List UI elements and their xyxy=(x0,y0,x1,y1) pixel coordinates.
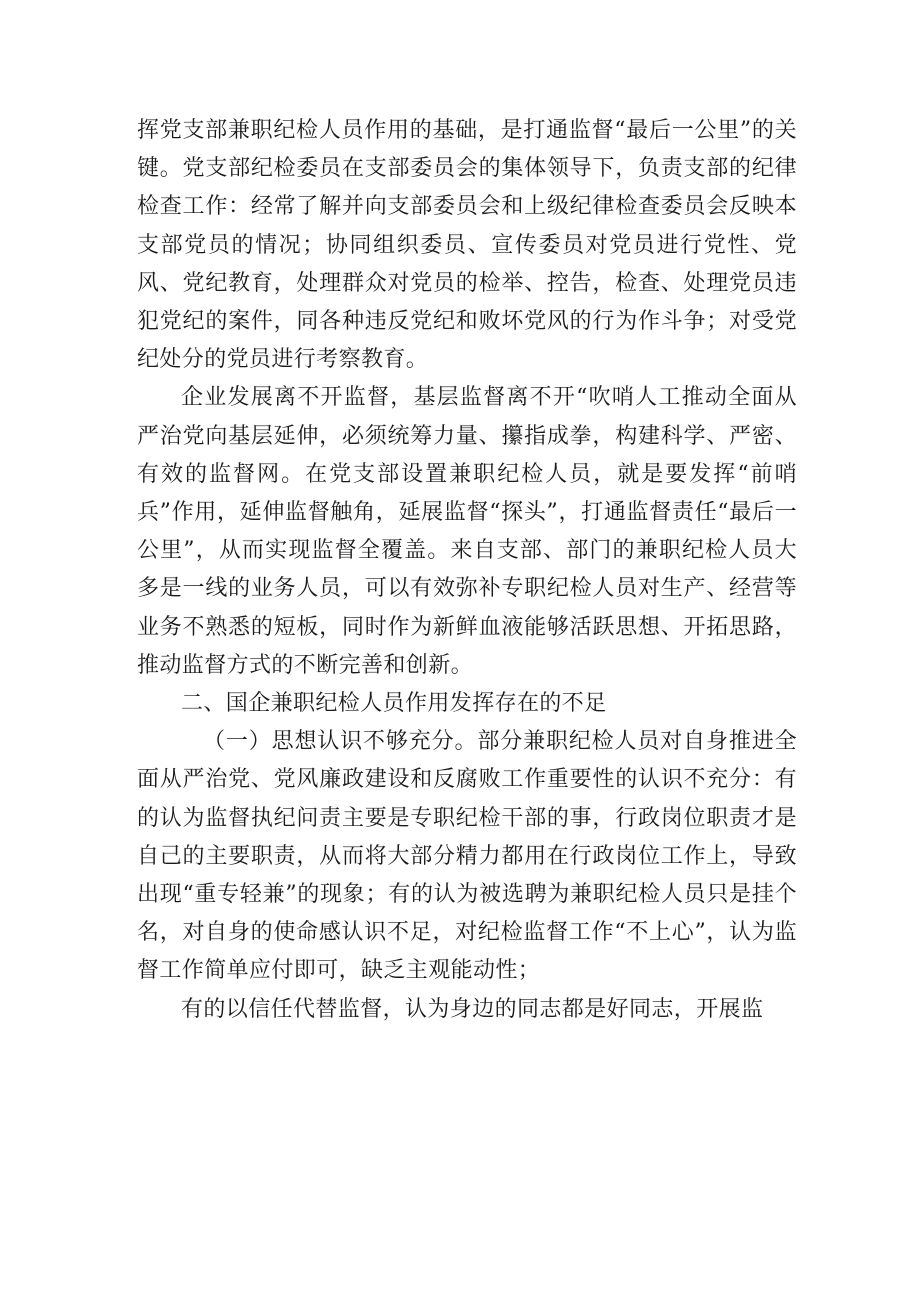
section-heading: 二、国企兼职纪检人员作用发挥存在的不足 xyxy=(181,691,607,717)
paragraph-ideological-awareness: （一）思想认识不够充分。部分兼职纪检人员对自身推进全面从严治党、党风廉政建设和反腐败工作重要性的认识不充分：有的认为监督执纪问责主要是专职纪检干部的事，行政岗位职责才是自己的主要职责，从而将大部分精力都用在行政岗位工作上，导致出现“重专轻兼”的现象；有的认为被选聘为兼职纪检人员只是挂个名，对自身的使命感认识不足，对纪检监督工作“不上心”，认为监督工作简单应付即可，缺乏主观能动性； xyxy=(137,729,797,984)
paragraph-trust-instead-of-supervision: 有的以信任代替监督，认为身边的同志都是好同志，开展监 xyxy=(181,996,764,1022)
paragraph-continuation: 挥党支部兼职纪检人员作用的基础，是打通监督“最后一公里”的关键。党支部纪检委员在支部委员会的集体领导下，负责支部的纪律检查工作：经常了解并向支部委员会和上级纪律检查委员会反映本支部党员的情况；协同组织委员、宣传委员对党员进行党性、党风、党纪教育，处理群众对党员的检举、控告，检查、处理党员违犯党纪的案件，同各种违反党纪和败坏党风的行为作斗争；对受党纪处分的党员进行考察教育。 xyxy=(137,118,797,373)
paragraph-supervision-network: 企业发展离不开监督，基层监督离不开“吹哨人工推动全面从严治党向基层延伸，必须统筹力量、攥指成拳，构建科学、严密、有效的监督网。在党支部设置兼职纪检人员，就是要发挥“前哨兵”作用，延伸监督触角，延展监督“探头”，打通监督责任“最后一公里”，从而实现监督全覆盖。来自支部、部门的兼职纪检人员大多是一线的业务人员，可以有效弥补专职纪检人员对生产、经营等业务不熟悉的短板，同时作为新鲜血液能够活跃思想、开拓思路，推动监督方式的不断完善和创新。 xyxy=(137,385,797,678)
document-body xyxy=(137,112,797,1029)
